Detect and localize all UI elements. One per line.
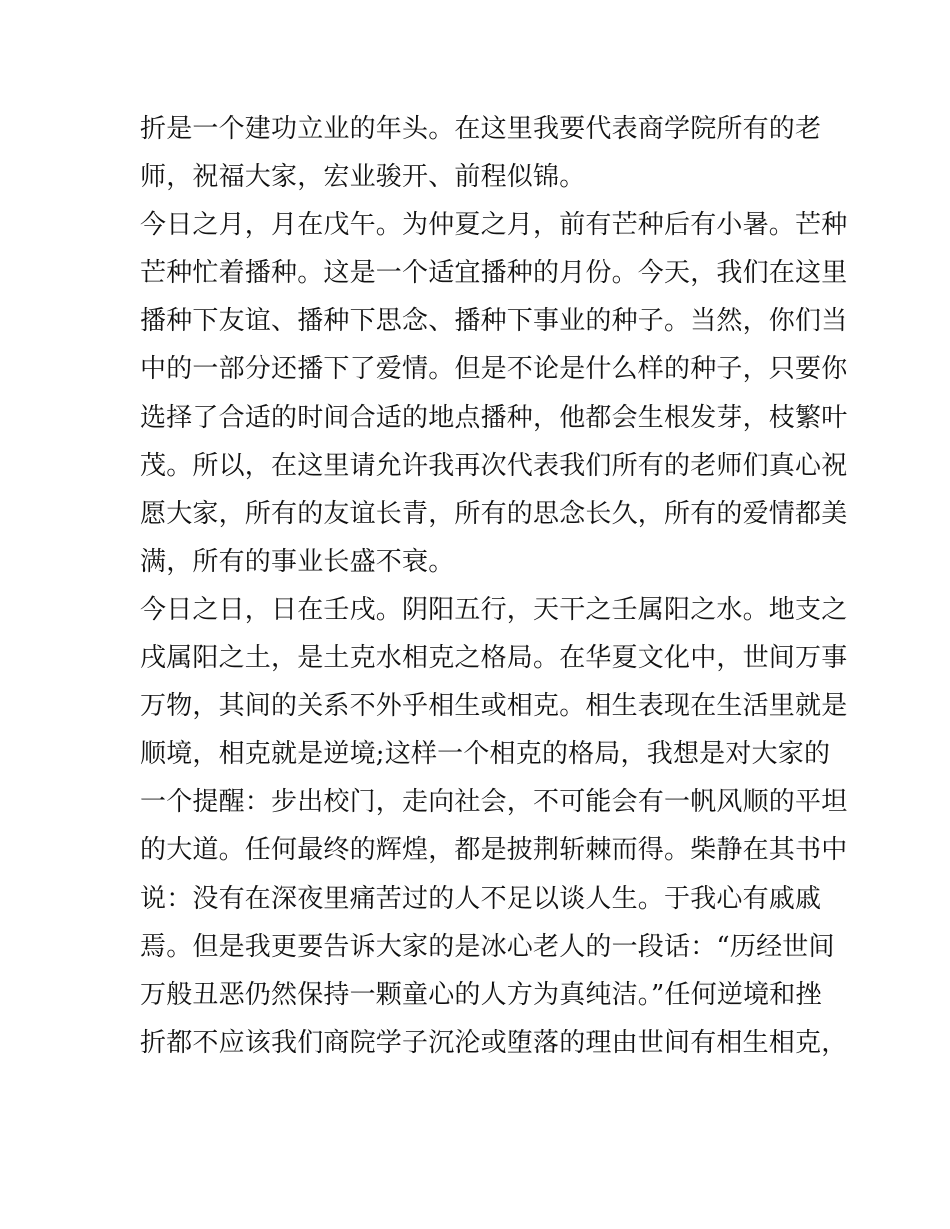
text-line: 播种下友谊、播种下思念、播种下事业的种子。当然，你们当	[140, 306, 848, 337]
text-line: 顺境，相克就是逆境;这样一个相克的格局，我想是对大家的	[140, 739, 831, 770]
text-line: 万般丑恶仍然保持一颗童心的人方为真纯洁。”任何逆境和挫	[140, 979, 822, 1010]
text-line: 的大道。任何最终的辉煌，都是披荆斩棘而得。柴静在其书中	[140, 835, 848, 866]
body-text	[140, 105, 848, 1067]
text-line: 中的一部分还播下了爱情。但是不论是什么样的种子，只要你	[140, 354, 848, 385]
text-line: 芒种忙着播种。这是一个适宜播种的月份。今天，我们在这里	[140, 258, 848, 289]
text-line: 万物，其间的关系不外乎相生或相克。相生表现在生活里就是	[140, 691, 848, 722]
text-line: 愿大家，所有的友谊长青，所有的思念长久，所有的爱情都美	[140, 498, 848, 529]
text-line: 茂。所以，在这里请允许我再次代表我们所有的老师们真心祝	[140, 450, 848, 481]
text-line: 满，所有的事业长盛不衰。	[140, 546, 455, 577]
text-line: 焉。但是我更要告诉大家的是冰心老人的一段话：“历经世间	[140, 931, 835, 962]
text-line: 说：没有在深夜里痛苦过的人不足以谈人生。于我心有戚戚	[140, 883, 822, 914]
text-line: 戌属阳之土，是土克水相克之格局。在华夏文化中，世间万事	[140, 643, 848, 674]
text-line: 今日之日，日在壬戌。阴阳五行，天干之壬属阳之水。地支之	[140, 594, 848, 625]
text-line: 今日之月，月在戊午。为仲夏之月，前有芒种后有小暑。芒种	[140, 210, 848, 241]
text-line: 师，祝福大家，宏业骏开、前程似锦。	[140, 162, 586, 193]
text-line: 一个提醒：步出校门，走向社会，不可能会有一帆风顺的平坦	[140, 787, 848, 818]
text-line: 折都不应该我们商院学子沉沦或堕落的理由世间有相生相克，	[140, 1027, 848, 1058]
text-line: 折是一个建功立业的年头。在这里我要代表商学院所有的老	[140, 114, 822, 144]
text-line: 选择了合适的时间合适的地点播种，他都会生根发芽，枝繁叶	[140, 402, 848, 433]
